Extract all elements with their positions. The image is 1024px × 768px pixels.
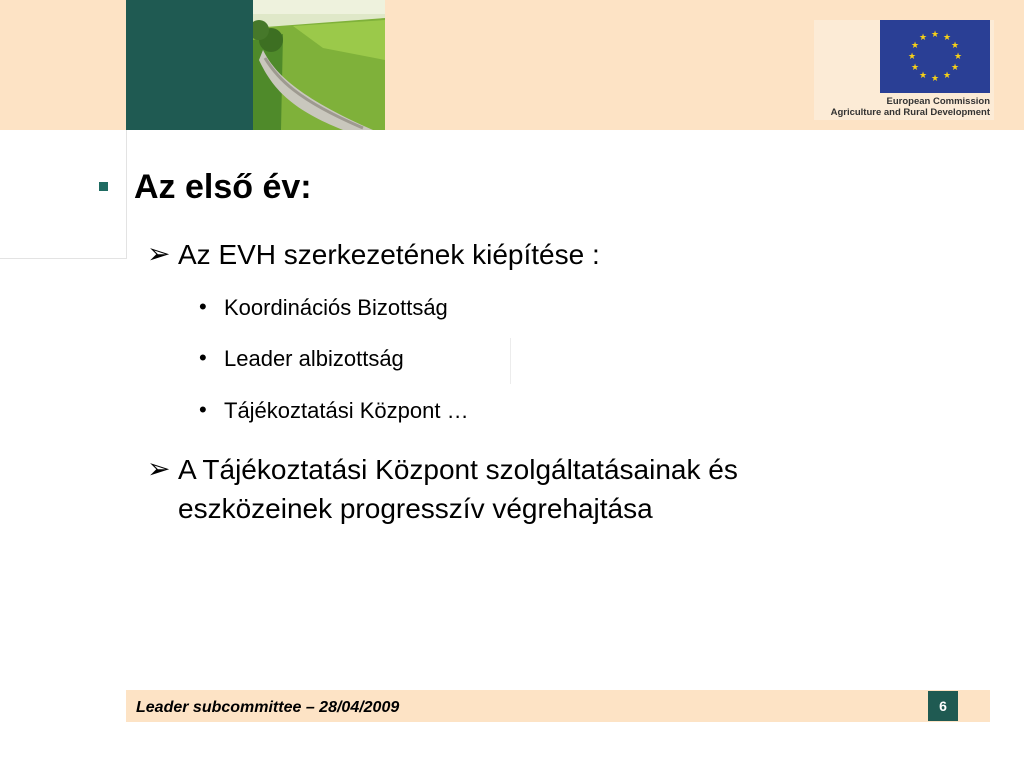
list-item-level3: Koordinációs Bizottság bbox=[224, 295, 448, 320]
eu-logo-line1: European Commission bbox=[886, 96, 990, 107]
arrow-bullet-icon: ➢ bbox=[147, 453, 171, 484]
svg-text:★: ★ bbox=[918, 71, 928, 81]
svg-text:★: ★ bbox=[907, 52, 917, 62]
svg-text:★: ★ bbox=[910, 41, 920, 51]
svg-text:★: ★ bbox=[950, 41, 960, 51]
landscape-photo bbox=[253, 0, 385, 130]
svg-text:★: ★ bbox=[942, 71, 952, 81]
list-item-level2-line2: eszközeinek progresszív végrehajtása bbox=[178, 493, 653, 524]
divider-line bbox=[510, 338, 511, 384]
svg-text:★: ★ bbox=[930, 74, 940, 84]
svg-text:★: ★ bbox=[950, 63, 960, 73]
svg-text:★: ★ bbox=[918, 33, 928, 43]
eu-logo-text bbox=[800, 96, 990, 118]
list-item-level3: Leader albizottság bbox=[224, 346, 404, 371]
square-bullet-icon bbox=[99, 182, 108, 191]
svg-text:★: ★ bbox=[910, 63, 920, 73]
page-number: 6 bbox=[928, 691, 958, 721]
left-frame-box bbox=[0, 130, 127, 259]
list-item-level2: Az EVH szerkezetének kiépítése : bbox=[178, 239, 600, 270]
eu-logo-line2: Agriculture and Rural Development bbox=[830, 107, 990, 118]
slide-title: Az első év: bbox=[134, 168, 312, 206]
svg-text:★: ★ bbox=[942, 33, 952, 43]
dot-bullet-icon: • bbox=[199, 397, 207, 422]
dot-bullet-icon: • bbox=[199, 294, 207, 319]
dot-bullet-icon: • bbox=[199, 345, 207, 370]
header-teal-block bbox=[126, 0, 253, 130]
svg-text:★: ★ bbox=[953, 52, 963, 62]
footer-text: Leader subcommittee – 28/04/2009 bbox=[136, 699, 400, 716]
list-item-level2-line1: A Tájékoztatási Központ szolgáltatásainak és bbox=[178, 454, 738, 485]
list-item-level3: Tájékoztatási Központ … bbox=[224, 398, 469, 423]
eu-flag-icon bbox=[880, 20, 990, 93]
svg-text:★: ★ bbox=[930, 30, 940, 40]
arrow-bullet-icon: ➢ bbox=[147, 238, 171, 269]
